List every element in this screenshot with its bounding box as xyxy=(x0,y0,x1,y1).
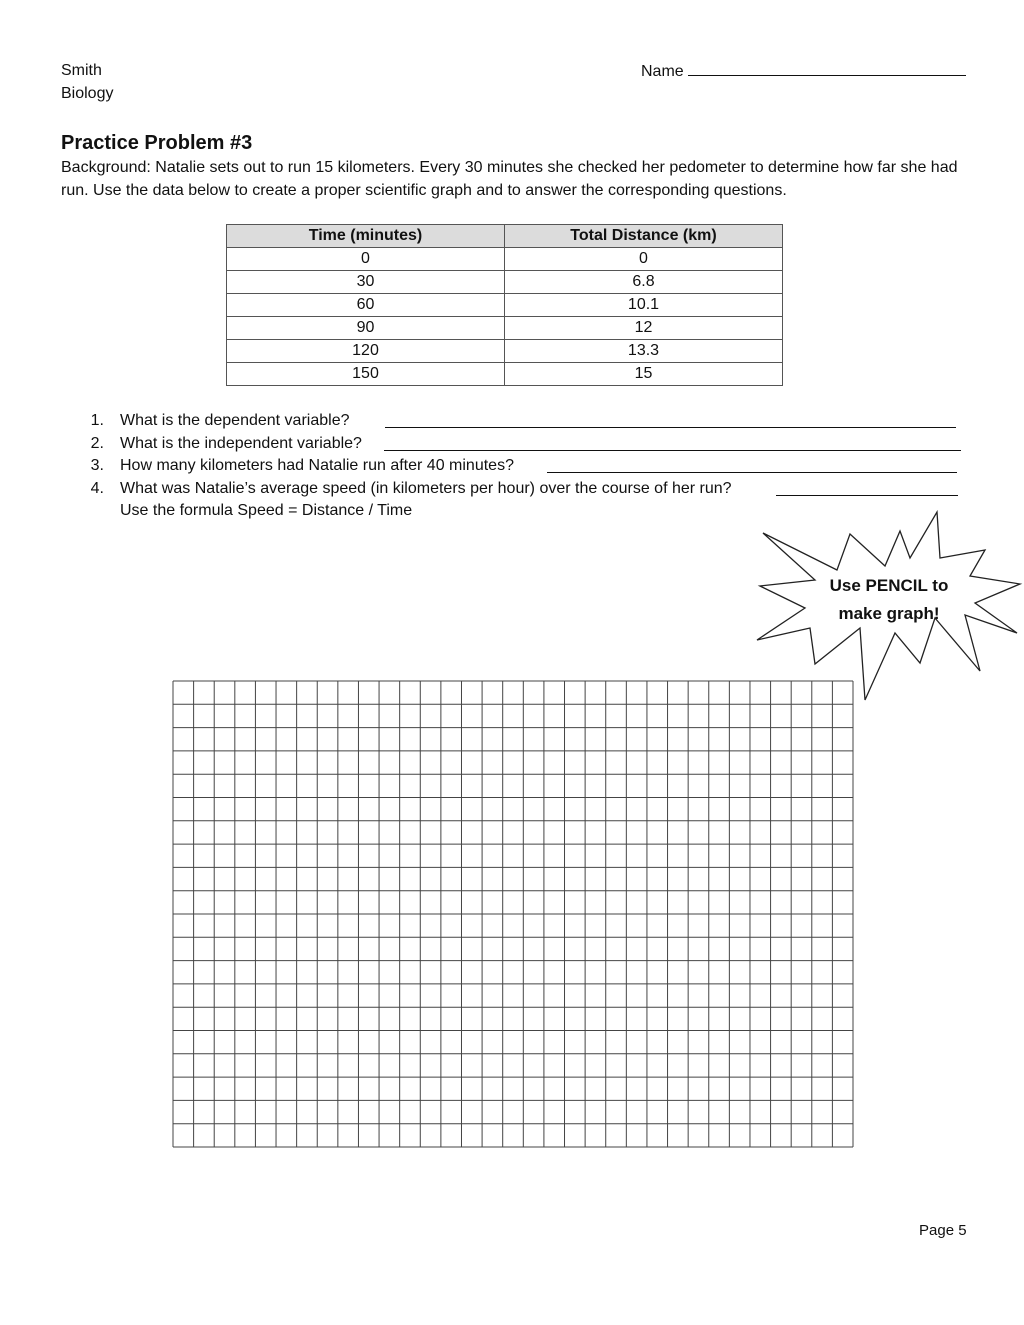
answer-blank-4[interactable] xyxy=(776,478,958,496)
distance-cell: 13.3 xyxy=(505,340,783,363)
formula-note: Use the formula Speed = Distance / Time xyxy=(120,502,413,519)
column-header-time: Time (minutes) xyxy=(227,225,505,248)
question-2 xyxy=(80,433,970,456)
question-4 xyxy=(80,478,970,501)
table-row xyxy=(227,271,783,294)
table-row xyxy=(227,248,783,271)
distance-cell: 0 xyxy=(505,248,783,271)
data-table xyxy=(226,224,783,386)
question-text: What is the dependent variable? xyxy=(120,412,350,429)
answer-blank-2[interactable] xyxy=(384,433,961,451)
question-text: What is the independent variable? xyxy=(120,434,362,452)
column-header-distance: Total Distance (km) xyxy=(505,225,783,248)
question-list xyxy=(80,410,970,523)
callout-line-2: make graph! xyxy=(838,604,940,623)
background-paragraph: Background: Natalie sets out to run 15 kilometers. Every 30 minutes she checked her pedometer to determine how far she had run. Use the data below to create a proper scientific graph and to answer the corresponding questions. xyxy=(61,159,958,199)
question-number: 2. xyxy=(90,434,104,452)
table-row xyxy=(227,317,783,340)
page-title: Practice Problem #3 xyxy=(61,132,253,154)
table-row xyxy=(227,340,783,363)
distance-cell: 15 xyxy=(505,363,783,386)
graph-grid[interactable] xyxy=(172,680,854,1148)
time-cell: 0 xyxy=(227,248,505,271)
question-number: 3. xyxy=(90,457,104,474)
name-field[interactable] xyxy=(641,60,966,83)
time-cell: 60 xyxy=(227,294,505,317)
question-1 xyxy=(80,410,970,433)
table-header-row xyxy=(227,225,783,248)
answer-blank-1[interactable] xyxy=(385,410,956,428)
time-cell: 120 xyxy=(227,340,505,363)
teacher-name: Smith xyxy=(61,62,102,79)
table-row xyxy=(227,363,783,386)
question-number: 1. xyxy=(90,412,104,429)
name-label: Name xyxy=(641,63,684,80)
distance-cell: 12 xyxy=(505,317,783,340)
distance-cell: 6.8 xyxy=(505,271,783,294)
callout-line-1: Use PENCIL to xyxy=(829,576,949,595)
question-text: What was Natalie’s average speed (in kilometers per hour) over the course of her run? xyxy=(120,479,732,497)
time-cell: 90 xyxy=(227,317,505,340)
subject-name: Biology xyxy=(61,85,114,102)
table-row xyxy=(227,294,783,317)
time-cell: 30 xyxy=(227,271,505,294)
page-number: Page 5 xyxy=(919,1222,967,1239)
name-blank-line[interactable] xyxy=(688,60,966,76)
question-text: How many kilometers had Natalie run after 40 minutes? xyxy=(120,457,514,474)
time-cell: 150 xyxy=(227,363,505,386)
question-3 xyxy=(80,455,970,478)
callout-text xyxy=(809,572,969,628)
question-number: 4. xyxy=(90,479,104,497)
distance-cell: 10.1 xyxy=(505,294,783,317)
answer-blank-3[interactable] xyxy=(547,455,957,473)
